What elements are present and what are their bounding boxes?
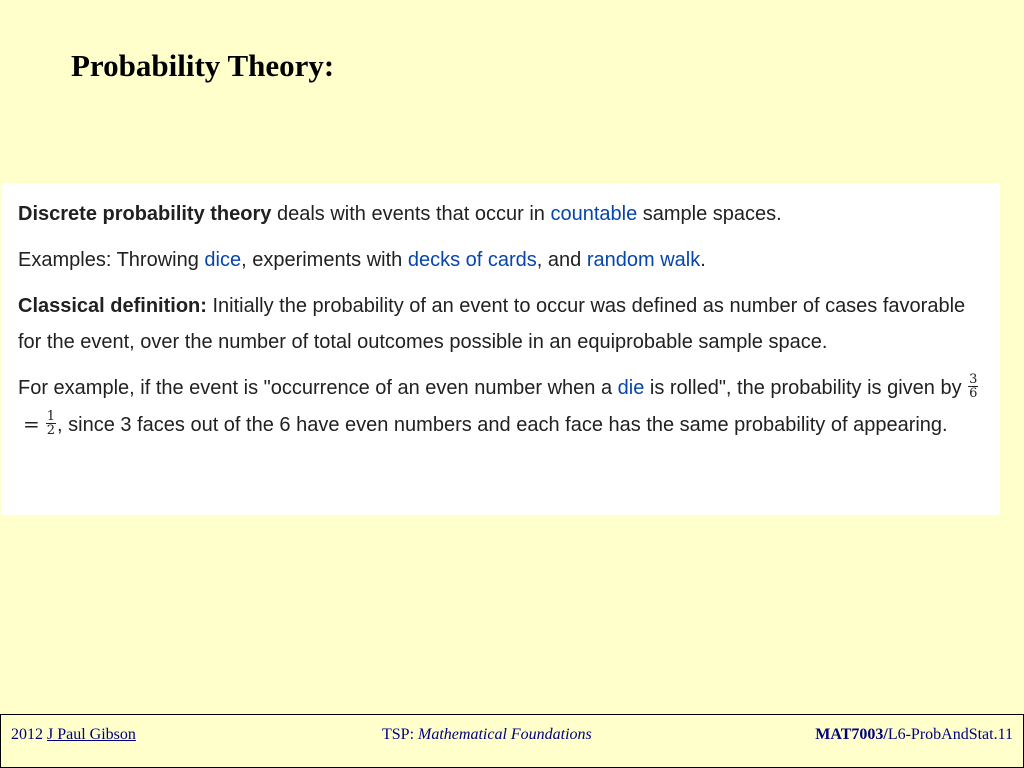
paragraph-text: is rolled", the probability is given by bbox=[644, 377, 968, 399]
paragraph-die-example bbox=[18, 370, 992, 443]
paragraph-text: , since 3 faces out of the 6 have even numbers and each face has the same probability of appearing. bbox=[57, 414, 948, 436]
link-die[interactable]: die bbox=[617, 377, 645, 399]
paragraph-text: , experiments with bbox=[241, 249, 408, 271]
fraction-numerator: 3 bbox=[969, 372, 978, 388]
paragraph-examples bbox=[18, 242, 992, 278]
term-classical-definition: Classical definition: bbox=[18, 295, 207, 317]
fraction-three-sixths bbox=[968, 373, 978, 400]
paragraph-text: , and bbox=[536, 249, 587, 271]
footer-year: 2012 bbox=[11, 726, 43, 743]
footer-course-block bbox=[382, 726, 592, 744]
footer-author-block bbox=[11, 726, 136, 744]
fraction-numerator: 1 bbox=[46, 409, 56, 425]
footer-slide-id bbox=[815, 726, 1013, 744]
paragraph-text: Examples: Throwing bbox=[18, 249, 205, 271]
paragraph-text: deals with events that occur in bbox=[271, 203, 551, 225]
paragraph-classical-definition bbox=[18, 288, 992, 360]
footer-course-code: MAT7003/ bbox=[815, 726, 888, 743]
paragraph-text: Initially the probability of an event to occur was defined as number of cases favorable for the event, over the number of total outcomes possible in an equiprobable sample space. bbox=[18, 295, 966, 353]
footer-course-title: Mathematical Foundations bbox=[418, 726, 592, 743]
link-countable[interactable]: countable bbox=[550, 203, 638, 225]
footer-tsp-label: TSP: bbox=[382, 726, 415, 743]
fraction-one-half bbox=[46, 410, 56, 437]
footer-slide-number: L6-ProbAndStat.11 bbox=[887, 726, 1013, 743]
fraction-denominator: 2 bbox=[46, 423, 56, 439]
fraction-denominator: 6 bbox=[969, 386, 978, 402]
link-dice[interactable]: dice bbox=[204, 249, 242, 271]
paragraph-discrete-definition bbox=[18, 196, 992, 232]
paragraph-text: For example, if the event is "occurrence of an even number when a bbox=[18, 377, 618, 399]
slide-title: Probability Theory: bbox=[71, 48, 335, 83]
footer-author-link[interactable]: J Paul Gibson bbox=[47, 726, 136, 743]
link-random-walk[interactable]: random walk bbox=[586, 249, 701, 271]
content-box bbox=[1, 183, 1000, 515]
footer-bar bbox=[0, 714, 1024, 768]
term-discrete-probability-theory: Discrete probability theory bbox=[18, 203, 272, 225]
link-decks-of-cards[interactable]: decks of cards bbox=[407, 249, 537, 271]
paragraph-text: . bbox=[700, 249, 706, 271]
paragraph-text: sample spaces. bbox=[637, 203, 782, 225]
equals-sign: = bbox=[23, 412, 40, 436]
